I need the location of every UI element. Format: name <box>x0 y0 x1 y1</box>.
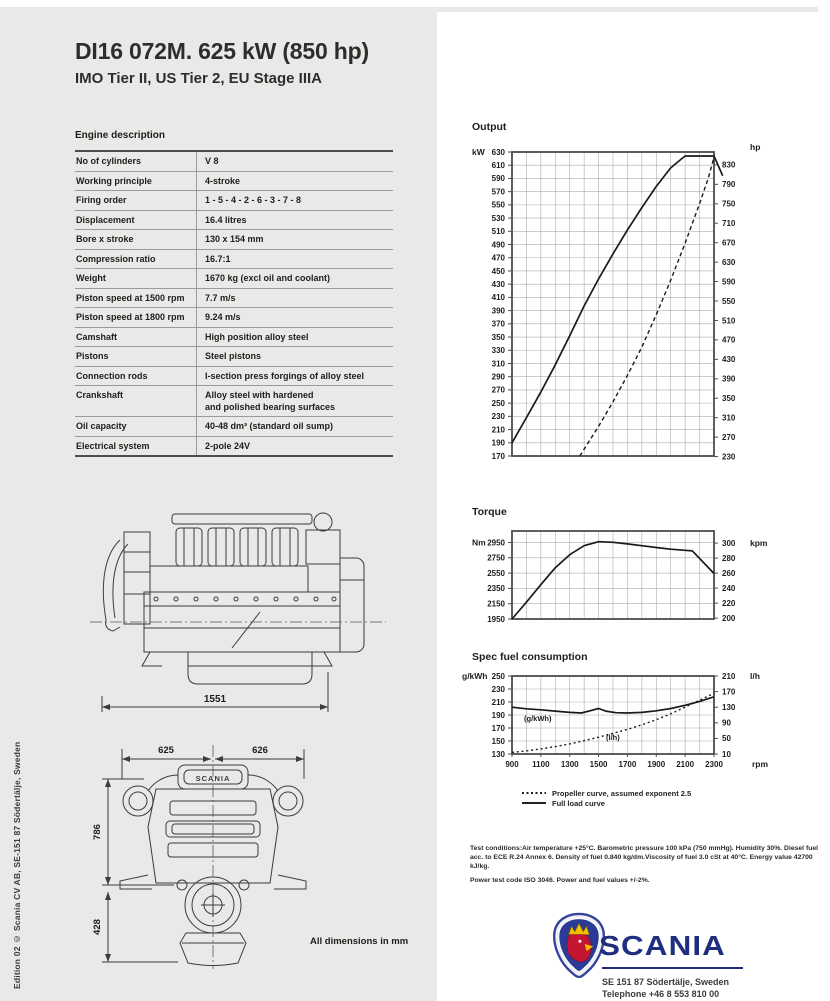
left-axis-tick-label: 130 <box>491 749 505 759</box>
fuel-chart-title: Spec fuel consumption <box>472 651 588 663</box>
x-axis-tick-label: 1500 <box>589 760 608 769</box>
spec-label: No of cylinders <box>76 156 142 166</box>
spec-value: V 8 <box>196 152 393 171</box>
chart-legend <box>522 788 691 808</box>
legend-propeller-label: Propeller curve, assumed exponent 2.5 <box>552 788 692 798</box>
spec-value: 40-48 dm³ (standard oil sump) <box>196 417 393 436</box>
spec-value: 7.7 m/s <box>196 289 393 308</box>
left-axis-tick-label: 450 <box>491 266 505 276</box>
dim-height-upper-label: 786 <box>92 824 103 840</box>
right-axis-tick-label: 210 <box>722 671 736 681</box>
left-axis-unit-label: Nm <box>472 537 486 548</box>
right-axis-tick-label: 550 <box>722 296 736 306</box>
left-axis-tick-label: 290 <box>491 372 505 382</box>
left-axis-tick-label: 550 <box>491 200 505 210</box>
spec-label: Oil capacity <box>76 421 127 431</box>
spec-value: 16.4 litres <box>196 211 393 230</box>
right-axis-tick-label: 670 <box>722 238 736 248</box>
left-axis-tick-label: 210 <box>491 425 505 435</box>
engine-description-heading: Engine description <box>75 130 166 141</box>
left-axis-tick-label: 230 <box>491 684 505 694</box>
left-axis-tick-label: 250 <box>491 671 505 681</box>
left-axis-tick-label: 630 <box>491 147 505 157</box>
right-axis-tick-label: 260 <box>722 568 736 578</box>
spec-table-row <box>75 172 393 192</box>
spec-table-row <box>75 191 393 211</box>
test-conditions-line: Test conditions:Air temperature +25°C. Barometric pressure 100 kPa (750 mmHg). Humidity 30%. Diesel fuel <box>470 845 819 852</box>
spec-table-row <box>75 308 393 328</box>
right-axis-tick-label: 590 <box>722 277 736 287</box>
spec-label: Connection rods <box>76 370 148 381</box>
left-axis-tick-label: 590 <box>491 174 505 184</box>
right-axis-tick-label: 350 <box>722 394 736 404</box>
right-axis-tick-label: 10 <box>722 749 731 759</box>
legend-propeller-row <box>522 788 691 798</box>
left-axis-tick-label: 170 <box>491 723 505 733</box>
right-axis-tick-label: 390 <box>722 374 736 384</box>
spec-label: Working principle <box>76 175 152 186</box>
left-axis-tick-label: 310 <box>491 359 505 369</box>
x-axis-unit-label: rpm <box>752 759 769 769</box>
dim-height-lower-label: 428 <box>92 919 103 935</box>
spec-table-row <box>75 289 393 309</box>
footer-address <box>602 977 729 1000</box>
right-axis-unit-label: hp <box>750 142 761 152</box>
x-axis-tick-label: 1900 <box>647 760 666 769</box>
left-axis-tick-label: 510 <box>491 227 505 237</box>
right-axis-tick-label: 90 <box>722 718 731 728</box>
right-axis-tick-label: 220 <box>722 598 736 608</box>
left-axis-unit-label: g/kWh <box>462 670 488 681</box>
left-axis-tick-label: 350 <box>491 332 505 342</box>
x-axis-tick-label: 2100 <box>676 760 695 769</box>
left-axis-tick-label: 490 <box>491 240 505 250</box>
right-axis-tick-label: 200 <box>722 613 736 623</box>
address-line: SE 151 87 Södertälje, Sweden <box>602 977 730 987</box>
right-axis-tick-label: 240 <box>722 583 736 593</box>
spec-value: 1670 kg (excl oil and coolant) <box>196 269 393 288</box>
spec-value: 2-pole 24V <box>196 437 393 456</box>
spec-value: 130 x 154 mm <box>196 230 393 249</box>
spec-value: Alloy steel with hardened and polished bearing surfaces <box>196 386 393 416</box>
torque-chart-title: Torque <box>472 506 507 518</box>
right-axis-tick-label: 280 <box>722 553 736 563</box>
right-axis-tick-label: 430 <box>722 355 736 365</box>
spec-table-row <box>75 328 393 348</box>
spec-value: High position alloy steel <box>196 328 393 347</box>
phone-line: Telephone +46 8 553 810 00 <box>602 988 720 999</box>
valve-cover-brand-text: SCANIA <box>195 774 231 783</box>
curve-inline-label: (l/h) <box>606 733 620 742</box>
right-axis-unit-label: kpm <box>750 537 768 548</box>
right-axis-tick-label: 270 <box>722 432 736 442</box>
curve-inline-label: (g/kWh) <box>524 714 552 723</box>
dim-length-label: 1551 <box>203 694 227 705</box>
left-axis-tick-label: 2150 <box>487 599 505 609</box>
spec-label: Compression ratio <box>76 253 156 264</box>
spec-table-row <box>75 269 393 289</box>
left-axis-tick-label: 330 <box>491 346 505 356</box>
dimensions-note: All dimensions in mm <box>310 936 409 947</box>
spec-table-row <box>75 230 393 250</box>
spec-label: Weight <box>76 273 106 283</box>
spec-value: 16.7:1 <box>196 250 393 269</box>
left-axis-tick-label: 190 <box>491 438 505 448</box>
left-axis-tick-label: 190 <box>491 710 505 720</box>
scania-wordmark: SCANIA <box>599 930 726 961</box>
spec-table-row <box>75 386 393 417</box>
page-title: DI16 072M. 625 kW (850 hp) <box>75 38 369 64</box>
page-subtitle: IMO Tier II, US Tier 2, EU Stage IIIA <box>75 70 323 87</box>
left-axis-tick-label: 430 <box>491 279 505 289</box>
propeller-curve <box>580 157 714 456</box>
left-axis-tick-label: 370 <box>491 319 505 329</box>
right-axis-tick-label: 830 <box>722 160 736 170</box>
right-axis-tick-label: 710 <box>722 219 736 229</box>
spec-table-row <box>75 250 393 270</box>
spec-label: Pistons <box>76 351 109 361</box>
x-axis-tick-label: 1300 <box>560 760 579 769</box>
x-axis-tick-label: 2300 <box>705 760 723 769</box>
left-axis-tick-label: 530 <box>491 213 505 223</box>
right-axis-tick-label: 470 <box>722 335 736 345</box>
output-chart-title: Output <box>472 121 507 133</box>
spec-table-row <box>75 367 393 387</box>
left-axis-tick-label: 2750 <box>487 553 505 563</box>
spec-label: Bore x stroke <box>76 234 134 244</box>
right-axis-unit-label: l/h <box>750 670 760 681</box>
left-axis-tick-label: 270 <box>491 385 505 395</box>
left-axis-tick-label: 210 <box>491 697 505 707</box>
engine-side-view-drawing <box>80 500 410 730</box>
length-dimension <box>102 672 328 712</box>
spec-label: Crankshaft <box>76 390 124 400</box>
spec-value: 9.24 m/s <box>196 308 393 327</box>
left-axis-tick-label: 2950 <box>487 538 505 548</box>
left-axis-tick-label: 1950 <box>487 614 505 624</box>
spec-label: Piston speed at 1500 rpm <box>76 292 185 303</box>
left-axis-tick-label: 470 <box>491 253 505 263</box>
test-conditions-text <box>470 844 826 885</box>
left-axis-tick-label: 230 <box>491 412 505 422</box>
spec-label: Electrical system <box>76 440 150 451</box>
spec-label: Displacement <box>76 214 135 225</box>
full-load-curve <box>512 156 723 443</box>
spec-label: Firing order <box>76 195 127 205</box>
legend-fullload-row <box>522 798 691 808</box>
spec-value: 4-stroke <box>196 172 393 191</box>
right-axis-tick-label: 750 <box>722 199 736 209</box>
spec-value: Steel pistons <box>196 347 393 366</box>
edition-vertical-text: Edition 02 © Scania CV AB, SE-151 87 Södertälje, Sweden <box>12 741 22 989</box>
output-chart <box>458 136 788 468</box>
right-axis-tick-label: 630 <box>722 257 736 267</box>
legend-fullload-label: Full load curve <box>552 798 605 808</box>
x-axis-tick-label: 1700 <box>618 760 637 769</box>
left-axis-tick-label: 390 <box>491 306 505 316</box>
left-axis-tick-label: 170 <box>491 451 505 461</box>
spec-table-row <box>75 152 393 172</box>
x-axis-tick-label: 900 <box>505 760 519 769</box>
right-axis-tick-label: 300 <box>722 538 736 548</box>
right-axis-tick-label: 170 <box>722 687 736 697</box>
right-axis-tick-label: 230 <box>722 452 736 462</box>
turbo-pipe <box>103 540 120 620</box>
spec-table-row <box>75 347 393 367</box>
dim-width-left-label: 625 <box>158 745 174 756</box>
right-axis-tick-label: 790 <box>722 180 736 190</box>
left-axis-unit-label: kW <box>472 146 485 157</box>
left-axis-tick-label: 250 <box>491 398 505 408</box>
engine-front-view-drawing <box>82 735 342 972</box>
height-dimensions <box>102 779 178 962</box>
right-axis-tick-label: 50 <box>722 734 731 744</box>
left-axis-tick-label: 610 <box>491 161 505 171</box>
spec-value: 1 - 5 - 4 - 2 - 6 - 3 - 7 - 8 <box>196 191 393 210</box>
torque-chart <box>458 521 788 629</box>
solid-line-sample <box>522 802 546 804</box>
fuel-chart <box>458 664 788 784</box>
griffin-eye <box>578 940 581 943</box>
right-axis-tick-label: 310 <box>722 413 736 423</box>
wordmark-underline <box>602 967 743 969</box>
spec-label: Piston speed at 1800 rpm <box>76 312 185 322</box>
spec-label: Camshaft <box>76 331 118 342</box>
spec-table-row <box>75 437 393 456</box>
engine-spec-table <box>75 150 393 457</box>
test-conditions-line: acc. to ECE R.24 Annex 6. Density of fuel 0.840 kg/dm.Viscosity of fuel 3.0 cSt at 40°C. Energy value 42700 kJ/kg. <box>470 854 813 870</box>
right-axis-tick-label: 510 <box>722 316 736 326</box>
spec-value: I-section press forgings of alloy steel <box>196 367 393 386</box>
top-gray-strip <box>0 7 818 12</box>
x-axis-tick-label: 1100 <box>532 760 550 769</box>
right-axis-tick-label: 130 <box>722 703 736 712</box>
dim-width-right-label: 626 <box>252 745 268 756</box>
left-axis-tick-label: 150 <box>491 736 505 746</box>
spec-table-row <box>75 211 393 231</box>
test-conditions-line: Power test code ISO 3046. Power and fuel values +/-2%. <box>470 877 650 884</box>
left-axis-tick-label: 2350 <box>487 584 505 594</box>
left-axis-tick-label: 570 <box>491 187 505 197</box>
spec-table-row <box>75 417 393 437</box>
dashed-line-sample <box>522 792 546 794</box>
left-axis-tick-label: 410 <box>491 293 505 303</box>
left-axis-tick-label: 2550 <box>487 568 505 578</box>
